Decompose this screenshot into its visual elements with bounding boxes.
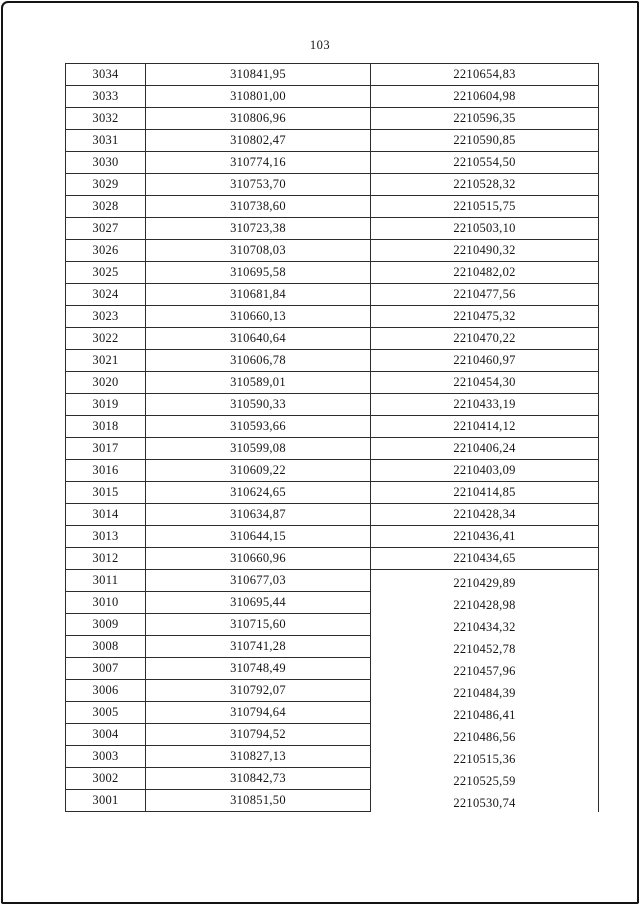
table-cell: 2210403,09: [371, 460, 599, 482]
table-cell: 3019: [66, 394, 146, 416]
table-cell: 310708,03: [146, 240, 371, 262]
table-row: [66, 108, 599, 130]
table-cell: 3008: [66, 636, 146, 658]
table-row: [66, 416, 599, 438]
table-cell: 2210482,02: [371, 262, 599, 284]
table-cell: 2210515,36: [371, 746, 599, 768]
table-row: [66, 790, 599, 812]
table-cell: 310634,87: [146, 504, 371, 526]
table-cell: 2210428,34: [371, 504, 599, 526]
table-cell: 3010: [66, 592, 146, 614]
table-cell: 3003: [66, 746, 146, 768]
table-cell: 310624,65: [146, 482, 371, 504]
table-cell: 3018: [66, 416, 146, 438]
table-cell: 310660,96: [146, 548, 371, 570]
table-cell: 310794,64: [146, 702, 371, 724]
table-row: [66, 548, 599, 570]
table-cell: 2210457,96: [371, 658, 599, 680]
table-cell: 2210596,35: [371, 108, 599, 130]
table-row: [66, 328, 599, 350]
table-row: [66, 570, 599, 592]
table-cell: 2210530,74: [371, 790, 599, 812]
table-cell: 3031: [66, 130, 146, 152]
table-cell: 3033: [66, 86, 146, 108]
table-cell: 310794,52: [146, 724, 371, 746]
table-cell: 310753,70: [146, 174, 371, 196]
table-cell: 3025: [66, 262, 146, 284]
table-cell: 310599,08: [146, 438, 371, 460]
table-row: [66, 614, 599, 636]
table-cell: 3032: [66, 108, 146, 130]
table-row: [66, 350, 599, 372]
table-cell: 310792,07: [146, 680, 371, 702]
table-cell: 3011: [66, 570, 146, 592]
table-cell: 2210484,39: [371, 680, 599, 702]
table-cell: 2210454,30: [371, 372, 599, 394]
table-cell: 310748,49: [146, 658, 371, 680]
table-row: [66, 372, 599, 394]
table-row: [66, 526, 599, 548]
table-cell: 2210428,98: [371, 592, 599, 614]
table-cell: 3017: [66, 438, 146, 460]
table-cell: 2210590,85: [371, 130, 599, 152]
table-cell: 310695,44: [146, 592, 371, 614]
table-row: [66, 702, 599, 724]
table-cell: 310695,58: [146, 262, 371, 284]
table-cell: 3015: [66, 482, 146, 504]
table-row: [66, 130, 599, 152]
table-row: [66, 284, 599, 306]
table-cell: 2210654,83: [371, 64, 599, 86]
table-cell: 2210414,85: [371, 482, 599, 504]
table-cell: 310841,95: [146, 64, 371, 86]
table-cell: 3022: [66, 328, 146, 350]
table-cell: 3023: [66, 306, 146, 328]
table-cell: 2210515,75: [371, 196, 599, 218]
table-row: [66, 196, 599, 218]
table-row: [66, 680, 599, 702]
table-row: [66, 152, 599, 174]
table-cell: 310774,16: [146, 152, 371, 174]
table-cell: 2210452,78: [371, 636, 599, 658]
table-cell: 3001: [66, 790, 146, 812]
table-cell: 2210406,24: [371, 438, 599, 460]
table-row: [66, 746, 599, 768]
table-cell: 3014: [66, 504, 146, 526]
table-cell: 310842,73: [146, 768, 371, 790]
table-cell: 3029: [66, 174, 146, 196]
table-row: [66, 636, 599, 658]
table-cell: 310741,28: [146, 636, 371, 658]
table-cell: 310738,60: [146, 196, 371, 218]
table-cell: 2210554,50: [371, 152, 599, 174]
table-row: [66, 394, 599, 416]
table-cell: 2210460,97: [371, 350, 599, 372]
table-cell: 3016: [66, 460, 146, 482]
table-row: [66, 86, 599, 108]
table-row: [66, 306, 599, 328]
table-cell: 3026: [66, 240, 146, 262]
table-row: [66, 64, 599, 86]
table-cell: 2210604,98: [371, 86, 599, 108]
table-cell: 2210490,32: [371, 240, 599, 262]
table-row: [66, 504, 599, 526]
table-cell: 2210434,65: [371, 548, 599, 570]
table-cell: 3005: [66, 702, 146, 724]
data-table: [65, 63, 599, 812]
table-cell: 2210436,41: [371, 526, 599, 548]
table-cell: 2210486,56: [371, 724, 599, 746]
table-cell: 3021: [66, 350, 146, 372]
table-cell: 310644,15: [146, 526, 371, 548]
table-cell: 2210414,12: [371, 416, 599, 438]
table-cell: 3004: [66, 724, 146, 746]
table-row: [66, 658, 599, 680]
table-cell: 3034: [66, 64, 146, 86]
table-cell: 310589,01: [146, 372, 371, 394]
table-row: [66, 174, 599, 196]
table-cell: 3013: [66, 526, 146, 548]
table-cell: 310677,03: [146, 570, 371, 592]
table-cell: 310606,78: [146, 350, 371, 372]
table-cell: 310851,50: [146, 790, 371, 812]
table-cell: 310801,00: [146, 86, 371, 108]
table-row: [66, 218, 599, 240]
table-cell: 2210470,22: [371, 328, 599, 350]
table-row: [66, 262, 599, 284]
table-cell: 3030: [66, 152, 146, 174]
table-cell: 310827,13: [146, 746, 371, 768]
table-row: [66, 240, 599, 262]
table-row: [66, 438, 599, 460]
table-row: [66, 460, 599, 482]
table-cell: 310715,60: [146, 614, 371, 636]
table-cell: 2210429,89: [371, 570, 599, 592]
table-cell: 3028: [66, 196, 146, 218]
table-cell: 2210528,32: [371, 174, 599, 196]
table-cell: 2210433,19: [371, 394, 599, 416]
table-row: [66, 768, 599, 790]
table-cell: 310590,33: [146, 394, 371, 416]
table-cell: 3002: [66, 768, 146, 790]
table-cell: 3012: [66, 548, 146, 570]
table-cell: 310802,47: [146, 130, 371, 152]
table-cell: 310723,38: [146, 218, 371, 240]
table-row: [66, 592, 599, 614]
table-row: [66, 724, 599, 746]
table-cell: 2210486,41: [371, 702, 599, 724]
table-cell: 2210525,59: [371, 768, 599, 790]
table-cell: 2210477,56: [371, 284, 599, 306]
table-cell: 310609,22: [146, 460, 371, 482]
table-cell: 3009: [66, 614, 146, 636]
table-cell: 3027: [66, 218, 146, 240]
table-cell: 310681,84: [146, 284, 371, 306]
table-body: [66, 64, 599, 812]
table-cell: 310593,66: [146, 416, 371, 438]
table-cell: 2210503,10: [371, 218, 599, 240]
page-number: 103: [309, 38, 331, 52]
table-row: [66, 482, 599, 504]
table-cell: 2210475,32: [371, 306, 599, 328]
table-cell: 3007: [66, 658, 146, 680]
table-cell: 3020: [66, 372, 146, 394]
table-cell: 310806,96: [146, 108, 371, 130]
table-cell: 3024: [66, 284, 146, 306]
table-cell: 310640,64: [146, 328, 371, 350]
table-cell: 2210434,32: [371, 614, 599, 636]
table-cell: 3006: [66, 680, 146, 702]
table-cell: 310660,13: [146, 306, 371, 328]
